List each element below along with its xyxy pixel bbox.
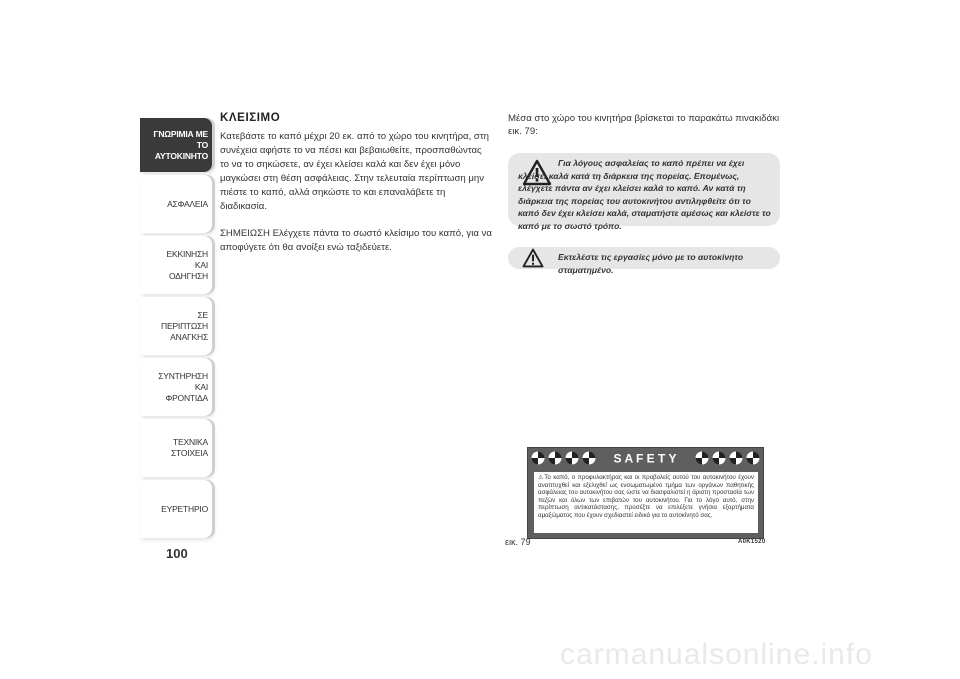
chapter-sidebar [140,118,212,541]
tab-label: ΤΕΧΝΙΚΑ ΣΤΟΙΧΕΙΑ [170,437,208,458]
tab-label: ΓΝΩΡΙΜΙΑ ΜΕ ΤΟ ΑΥΤΟΚΙΝΗΤΟ [153,128,208,161]
warning-text: Για λόγους ασφαλείας το καπό πρέπει να έχει κλείσει καλά κατά τη διάρκεια της πορείας. Επομένως, ελέγχετε πάντα αν έχει κλείσει καλά το καπό. Αν κατά τη διάρκεια της πορείας του αυτοκινήτου αντιληφθείτε ότι το καπό δεν έχει κλείσει καλά, σταματήστε αμέσως και κλείστε το καπό με το σωστό τρόπο. [518,158,771,231]
warning-box-short [508,247,780,275]
tab-emergency[interactable] [140,297,212,355]
tab-label: ΣΕ ΠΕΡΙΠΤΩΣΗ ΑΝΑΓΚΗΣ [161,309,208,342]
warning-box [508,153,780,231]
tab-getting-to-know[interactable] [140,118,212,172]
note-paragraph: ΣΗΜΕΙΩΣΗ Ελέγχετε πάντα το σωστό κλείσιμο του καπό, για να αποφύγετε ότι θα ανοίξει ενώ ταξιδεύετε. [220,228,492,253]
safety-label-text [534,472,758,522]
left-column [220,112,492,268]
crash-target-icon [696,452,760,465]
figure-caption: εικ. 79 [505,537,531,547]
figure-code: A0K1520 [738,539,766,545]
tab-label: ΕΥΡΕΤΗΡΙΟ [161,503,208,514]
tab-maintenance[interactable] [140,358,212,416]
tab-label: ΣΥΝΤΗΡΗΣΗ ΚΑΙ ΦΡΟΝΤΙΔΑ [158,370,208,403]
crash-target-icon [532,452,596,465]
tab-safety[interactable] [140,175,212,233]
intro-paragraph: Μέσα στο χώρο του κινητήρα βρίσκεται το παρακάτω πινακιδάκι εικ. 79: [508,113,780,137]
safety-label-body [534,472,758,533]
tab-label: ΕΚΚΙΝΗΣΗ ΚΑΙ ΟΔΗΓΗΣΗ [166,248,208,281]
right-column [508,112,780,138]
safety-label [527,447,764,539]
figure-79 [500,440,780,548]
warning-text: Εκτελέστε τις εργασίες μόνο με το αυτοκίνητο σταματημένο. [558,252,744,275]
closing-paragraph: Κατεβάστε το καπό μέχρι 20 εκ. από το χώρο του κινητήρα, στη συνέχεια αφήστε το να πέσει και βεβαιωθείτε, προσπαθώντας το να το σηκώσετε, αν έχει κλείσει καλά και δεν έχει μόνο μαγκώσει στη θέση ασφάλειας. Στην τελευταία περίπτωση μην πιέστε το καπό, αλλά σηκώστε το και επαναλάβετε τη διαδικασία. [220,131,489,212]
safety-label-header [528,448,763,468]
section-heading: ΚΛΕΙΣΙΜΟ [220,112,281,124]
small-warning-icon: ⚠ [538,474,545,481]
watermark: carmanualsonline.info [560,638,873,671]
safety-label-text: Το καπό, ο προφυλακτήρας και οι προβολείς αυτού του αυτοκινήτου έχουν αναπτυχθεί και εξελιχθεί ως ενσωματωμένο τμήμα των οργάνων παθητικής ασφάλειας του αυτοκινήτου σας ώστε να διασφαλιστεί η άριστη προστασία των πεζών και όλων των επιβατών του αυτοκινήτου. Για το λόγο αυτό, στην περίπτωση αντικατάστασης, προσέξτε να επιλέξετε γνήσια εξαρτήματα αμαξώματος που έχουν σχεδιαστεί ειδικά για το αυτοκίνητό σας. [538,474,754,519]
tab-starting-driving[interactable] [140,236,212,294]
tab-label: ΑΣΦΑΛΕΙΑ [167,198,208,209]
page-number: 100 [166,546,188,561]
safety-label-title: S A F E T Y [613,451,677,466]
warning-triangle-icon [522,248,544,273]
tab-index[interactable] [140,480,212,538]
tab-technical-data[interactable] [140,419,212,477]
